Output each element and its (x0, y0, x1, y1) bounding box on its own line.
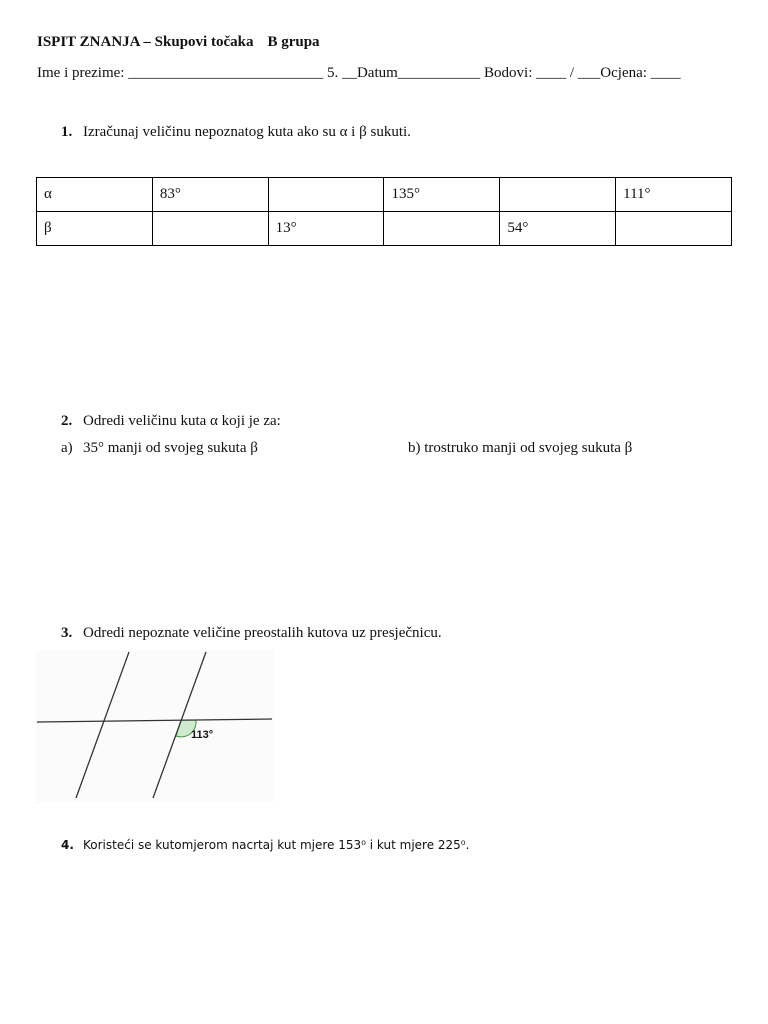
table-row-alpha (37, 178, 732, 212)
angle-label: 113° (191, 729, 214, 741)
figure-svg (36, 650, 274, 802)
table-cell (384, 212, 500, 246)
question-2-text: Odredi veličinu kuta α koji je za: (83, 413, 281, 429)
figure-background (36, 650, 274, 802)
question-2a (61, 440, 258, 457)
title-text: ISPIT ZNANJA – Skupovi točaka (37, 34, 254, 50)
question-1-number: 1. (61, 124, 73, 140)
question-2-number: 2. (61, 413, 73, 429)
question-3 (61, 625, 442, 642)
table-cell (268, 178, 384, 212)
parallel-lines-figure (36, 650, 274, 802)
question-2 (61, 413, 281, 430)
question-1 (61, 124, 411, 141)
table-cell: β (37, 212, 153, 246)
question-4-text: Koristeći se kutomjerom nacrtaj kut mjere 153⁰ i kut mjere 225⁰. (83, 838, 470, 852)
table-cell: 111° (616, 178, 732, 212)
group-label: B grupa (267, 34, 320, 50)
question-2b: b) trostruko manji od svojeg sukuta β (408, 440, 633, 456)
question-4-number: 4. (61, 838, 74, 852)
question-2a-label: a) (61, 440, 73, 456)
page-title (37, 34, 320, 51)
table-row-beta (37, 212, 732, 246)
question-3-text: Odredi nepoznate veličine preostalih kutova uz presječnicu. (83, 625, 442, 641)
question-3-number: 3. (61, 625, 73, 641)
question-1-text: Izračunaj veličinu nepoznatog kuta ako su α i β sukuti. (83, 124, 411, 140)
question-4 (61, 838, 469, 852)
table-cell (500, 178, 616, 212)
table-cell (152, 212, 268, 246)
table-cell: α (37, 178, 153, 212)
table-cell: 83° (152, 178, 268, 212)
angles-table (36, 177, 732, 246)
table-cell: 13° (268, 212, 384, 246)
question-2a-text: 35° manji od svojeg sukuta β (83, 440, 258, 456)
table-cell: 54° (500, 212, 616, 246)
table-cell (616, 212, 732, 246)
table-cell: 135° (384, 178, 500, 212)
student-info-line: Ime i prezime: __________________________ 5. __Datum___________ Bodovi: ____ / ___Ocjena: ____ (37, 65, 681, 81)
